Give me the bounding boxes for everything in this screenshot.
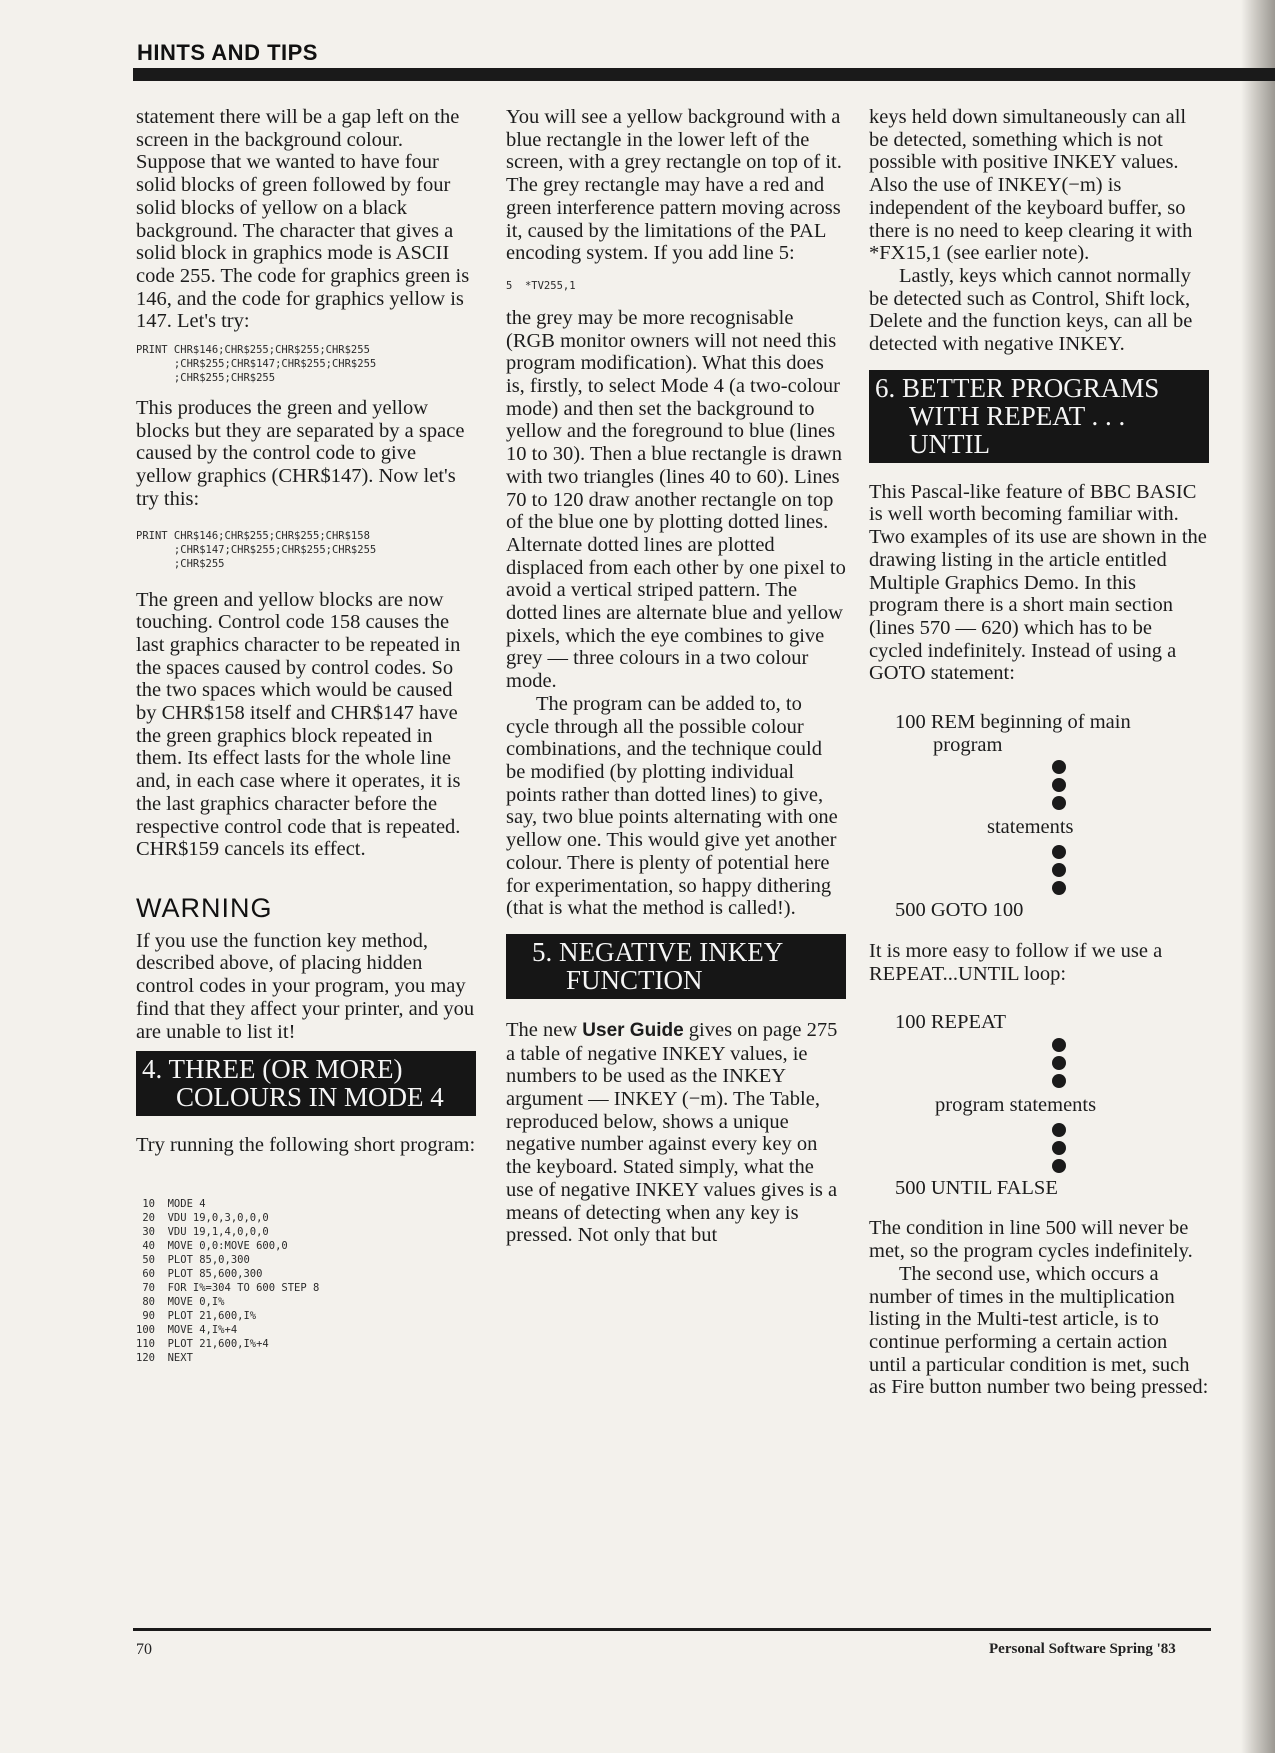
paragraph: The green and yellow blocks are now touching. Control code 158 causes the last graphics character to be repeated in the spaces caused by control codes. So the two spaces which would be caused by CHR$158 itself and CHR$147 have the green graphics block repeated in them. Its effect lasts for the whole line and, in each case where it operates, it is the last graphics character before the respective control code that is repeated. CHR$159 cancels its effect. [136, 588, 461, 861]
paragraph: If you use the function key method, described above, of placing hidden control codes in your program, you may find that they affect your printer, and you are unable to list it! [136, 929, 475, 1043]
ellipsis-dot [1052, 796, 1066, 810]
paragraph: statement there will be a gap left on the screen in the background colour. Suppose that we wanted to have four solid blocks of green followed by four solid blocks of yellow on a black background. The character that gives a solid block in graphics mode is ASCII code 255. The code for graphics green is 146, and the code for graphics yellow is 147. Let's try: [136, 106, 470, 333]
prog-line: program [933, 733, 1003, 756]
ellipsis-dot [1052, 845, 1066, 859]
section-4-line-2: COLOURS IN MODE 4 [176, 1082, 444, 1113]
user-guide-bold: User Guide [582, 1019, 684, 1041]
section-6-heading [869, 370, 1209, 463]
paragraph: keys held down simultaneously can all be detected, something which is not possible with positive INKEY values. Also the use of INKEY(−m) is independent of the keyboard buffer, so there is no need to keep clearing it with *FX15,1 (see earlier note). [869, 106, 1193, 265]
paragraph: It is more easy to follow if we use a REPEAT...UNTIL loop: [869, 939, 1163, 985]
paragraph: Try running the following short program: [136, 1134, 476, 1157]
paragraph: the grey may be more recognisable (RGB monitor owners will not need this program modification). What this does is, firstly, to select Mode 4 (a two-colour mode) and then set the background to yellow and the foreground to blue (lines 10 to 30). Then a blue rectangle is drawn with two triangles (lines 40 to 60). Lines 70 to 120 draw another rectangle on top of the blue one by plotting dotted lines. Alternate dotted lines are plotted displaced from each other by one pixel to avoid a vertical striped pattern. The dotted lines are alternate blue and yellow pixels, which the eye combines to give grey — three colours in a two colour mode. [506, 306, 846, 693]
paragraph: The condition in line 500 will never be met, so the program cycles indefinitely. [869, 1217, 1193, 1263]
section-6-line-1: 6. BETTER PROGRAMS [875, 372, 1160, 403]
column-1 [136, 106, 476, 1377]
ellipsis-dot [1052, 1141, 1066, 1155]
ellipsis-dot [1052, 778, 1066, 792]
repeat-example [895, 1011, 1209, 1199]
ellipsis-dot [1052, 760, 1066, 774]
paragraph: The program can be added to, to cycle through all the possible colour combinations, and the technique could be modified (by plotting individual points rather than dotted lines) to give, say, two blue points alternating with one yellow one. This would give yet another colour. There is plenty of potential here for experimentation, so happy dithering (that is what the method is called!). [506, 692, 838, 920]
section-6-line-3: UNTIL [909, 428, 990, 459]
paragraph: The second use, which occurs a number of times in the multiplication listing in the Multi-test article, is to continue performing a certain action until a particular condition is met, such as Fire button number two being pressed: [869, 1262, 1209, 1399]
text-run: gives on page 275 a table of negative INKEY values, ie numbers to be used as the INKEY argument — INKEY (−m). The Table, reproduced below, shows a unique negative number against every key on the keyboard. Stated simply, what the use of negative INKEY values gives is a means of detecting when any key is pressed. Not only that but [506, 1018, 838, 1247]
prog-line: 500 UNTIL FALSE [895, 1176, 1058, 1199]
ellipsis-dot [1052, 1074, 1066, 1088]
ellipsis-dot [1052, 1056, 1066, 1070]
header-rule [133, 68, 1275, 81]
section-5-line-2: FUNCTION [566, 964, 703, 995]
prog-line: statements [987, 816, 1074, 839]
ellipsis-dot [1052, 1159, 1066, 1173]
paragraph [506, 1019, 846, 1247]
publication-name: Personal Software Spring '83 [989, 1641, 1176, 1657]
paragraph: This Pascal-like feature of BBC BASIC is well worth becoming familiar with. Two examples of its use are shown in the drawing listing in the article entitled Multiple Graphics Demo. In this program there is a short main section (lines 570 — 620) which has to be cycled indefinitely. Instead of using a GOTO statement: [869, 480, 1207, 685]
warning-heading: WARNING [136, 892, 273, 923]
section-4-heading [136, 1051, 476, 1116]
prog-line: program statements [935, 1093, 1097, 1116]
column-3 [869, 106, 1209, 1399]
prog-line: 500 GOTO 100 [895, 899, 1024, 922]
ellipsis-dot [1052, 1038, 1066, 1052]
ellipsis-dot [1052, 1123, 1066, 1137]
section-6-line-2: WITH REPEAT . . . [909, 400, 1126, 431]
goto-example [895, 711, 1209, 922]
text-run: The new [506, 1018, 583, 1041]
footer-rule [133, 1628, 1211, 1631]
ellipsis-dot [1052, 863, 1066, 877]
running-head: HINTS AND TIPS [137, 40, 318, 65]
section-4-line-1: 4. THREE (OR MORE) [142, 1054, 403, 1085]
paragraph: Lastly, keys which cannot normally be detected such as Control, Shift lock, Delete and the function keys, can all be detected with negative INKEY. [869, 264, 1193, 356]
section-5-heading [506, 934, 846, 999]
page-spine-shadow [1241, 0, 1275, 1753]
prog-line: 100 REPEAT [895, 1011, 1007, 1034]
column-2 [506, 106, 846, 1247]
prog-line: 100 REM beginning of main [895, 711, 1131, 734]
code-print-1: PRINT CHR$146;CHR$255;CHR$255;CHR$255 ;CHR$255;CHR$147;CHR$255;CHR$255 ;CHR$255;CHR$255 [136, 344, 377, 385]
page-number: 70 [136, 1641, 152, 1658]
code-print-2: PRINT CHR$146;CHR$255;CHR$255;CHR$158 ;CHR$147;CHR$255;CHR$255;CHR$255 ;CHR$255 [136, 529, 377, 570]
program-listing: 10 MODE 4 20 VDU 19,0,3,0,0,0 30 VDU 19,1,4,0,0,0 40 MOVE 0,0:MOVE 600,0 50 PLOT 85,0,300 60 PLOT 85,600,300 70 FOR I%=304 TO 600 STEP 8 80 MOVE 0,I% 90 PLOT 21,600,I% 100 MOVE 4,I%+4 110 PLOT 21,600,I%+4 120 NEXT [136, 1197, 320, 1364]
paragraph: This produces the green and yellow blocks but they are separated by a space caused by the control code to give yellow graphics (CHR$147). Now let's try this: [136, 397, 465, 510]
ellipsis-dot [1052, 881, 1066, 895]
code-line-5: 5 *TV255,1 [506, 279, 576, 292]
section-5-line-1: 5. NEGATIVE INKEY [532, 936, 784, 967]
paragraph: You will see a yellow background with a blue rectangle in the lower left of the screen, with a grey rectangle on top of it. The grey rectangle may have a red and green interference pattern moving across it, caused by the limitations of the PAL encoding system. If you add line 5: [506, 106, 842, 265]
